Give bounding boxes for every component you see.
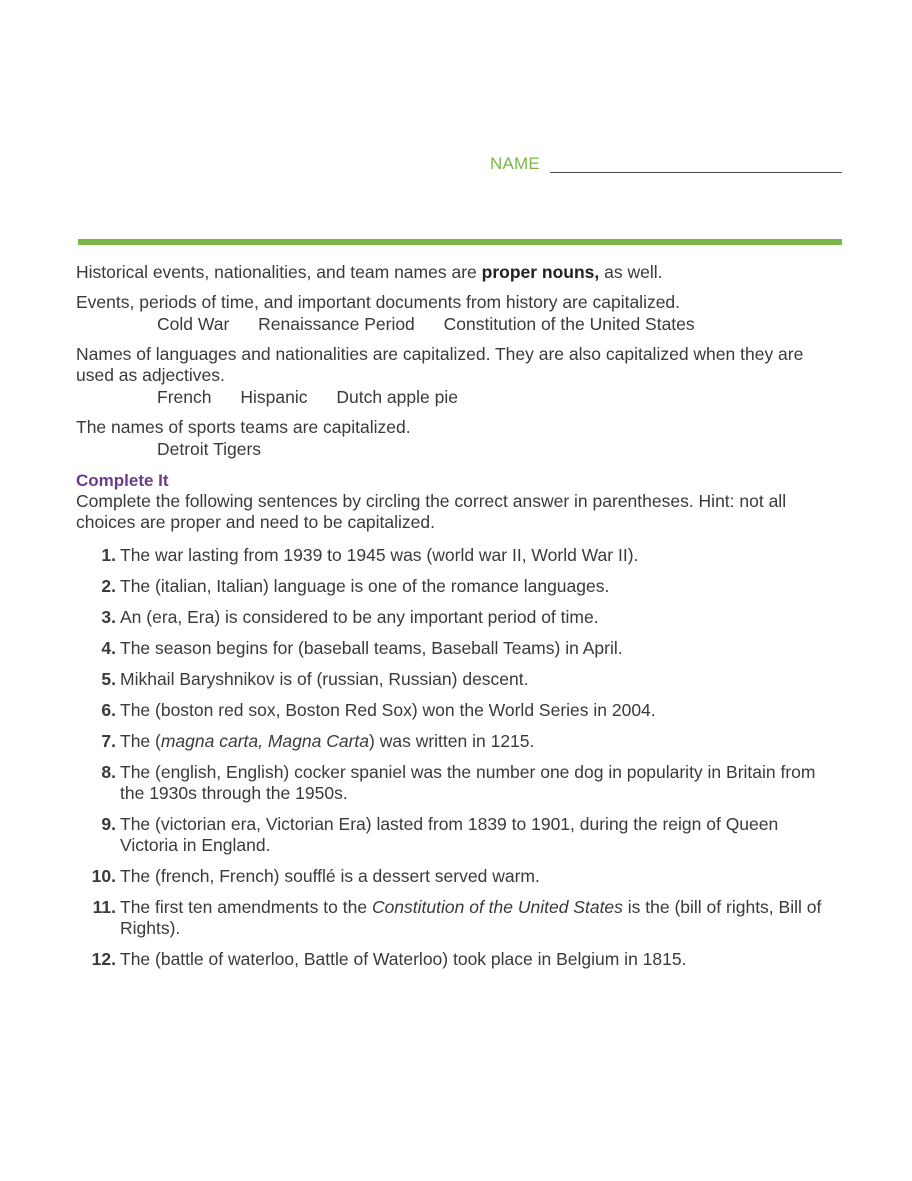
name-blank-line	[550, 172, 842, 173]
rule-paragraph: The names of sports teams are capitalized.	[76, 417, 411, 437]
example: Cold War	[157, 314, 230, 334]
item-number: 7.	[101, 731, 116, 751]
example: Hispanic	[240, 387, 308, 407]
item-italic-title: Constitution of the United States	[371, 897, 623, 917]
item-text: The (boston red sox, Boston Red Sox) won the World Series in 2004.	[120, 700, 656, 720]
item-number: 9.	[101, 814, 116, 834]
rule-examples	[76, 387, 836, 408]
item-text: The (victorian era, Victorian Era) lasted from 1839 to 1901, during the reign of Queen Victoria in England.	[120, 814, 779, 855]
item-number: 6.	[101, 700, 116, 720]
exercise-item	[76, 607, 836, 628]
item-number: 2.	[101, 576, 116, 596]
exercise-item	[76, 669, 836, 690]
exercise-item	[76, 814, 836, 856]
instructions: Complete the following sentences by circling the correct answer in parentheses. Hint: not all choices are proper and need to be capitalized.	[76, 491, 787, 532]
item-text: An (era, Era) is considered to be any important period of time.	[120, 607, 599, 627]
header-divider	[78, 239, 842, 245]
section-title: Complete It	[76, 471, 169, 490]
item-text: The war lasting from 1939 to 1945 was (world war II, World War II).	[120, 545, 639, 565]
intro-text: Historical events, nationalities, and team names are	[76, 262, 482, 282]
exercise-item	[76, 638, 836, 659]
example: Detroit Tigers	[157, 439, 262, 459]
example: French	[157, 387, 212, 407]
exercise-list	[76, 545, 836, 970]
item-number: 12.	[91, 949, 116, 969]
name-label: NAME	[490, 154, 540, 173]
item-text-part: The first ten amendments to the	[120, 897, 372, 917]
exercise-item	[76, 949, 836, 970]
item-text-part: is the (bill of rights, Bill of Rights).	[120, 897, 822, 938]
item-number: 11.	[92, 897, 116, 917]
item-text: The season begins for (baseball teams, Baseball Teams) in April.	[120, 638, 623, 658]
exercise-item	[76, 897, 836, 939]
item-italic-choices: magna carta, Magna Carta	[160, 731, 370, 751]
exercise-item	[76, 731, 836, 752]
item-text: The (italian, Italian) language is one of the romance languages.	[120, 576, 610, 596]
item-text-part: ) was written in 1215.	[369, 731, 535, 751]
example: Constitution of the United States	[443, 314, 695, 334]
exercise-item	[76, 866, 836, 887]
item-text: The (english, English) cocker spaniel was the number one dog in popularity in Britain from the 1930s through the 1950s.	[120, 762, 816, 803]
example: Dutch apple pie	[336, 387, 458, 407]
exercise-item	[76, 762, 836, 804]
rule-examples	[76, 439, 836, 460]
exercise-item	[76, 700, 836, 721]
item-text	[120, 897, 836, 939]
item-number: 3.	[101, 607, 116, 627]
item-text: The (battle of waterloo, Battle of Waterloo) took place in Belgium in 1815.	[120, 949, 687, 969]
item-number: 1.	[101, 545, 116, 565]
exercise-item	[76, 545, 836, 566]
item-number: 10.	[91, 866, 116, 886]
item-number: 4.	[101, 638, 116, 658]
item-number: 8.	[101, 762, 116, 782]
intro-paragraph	[76, 262, 836, 283]
item-text: The (french, French) soufflé is a dessert served warm.	[120, 866, 540, 886]
rule-paragraph: Events, periods of time, and important documents from history are capitalized.	[76, 292, 681, 312]
rule-examples	[76, 314, 836, 335]
intro-text-end: as well.	[599, 262, 663, 282]
worksheet-content	[76, 262, 836, 980]
name-field	[490, 154, 842, 176]
item-number: 5.	[101, 669, 116, 689]
item-text	[120, 731, 836, 752]
intro-bold-term: proper nouns,	[481, 262, 600, 282]
example: Renaissance Period	[258, 314, 415, 334]
item-text-part: The (	[120, 731, 161, 751]
exercise-item	[76, 576, 836, 597]
item-text: Mikhail Baryshnikov is of (russian, Russian) descent.	[120, 669, 529, 689]
rule-paragraph: Names of languages and nationalities are capitalized. They are also capitalized when they are used as adjectives.	[76, 344, 804, 385]
